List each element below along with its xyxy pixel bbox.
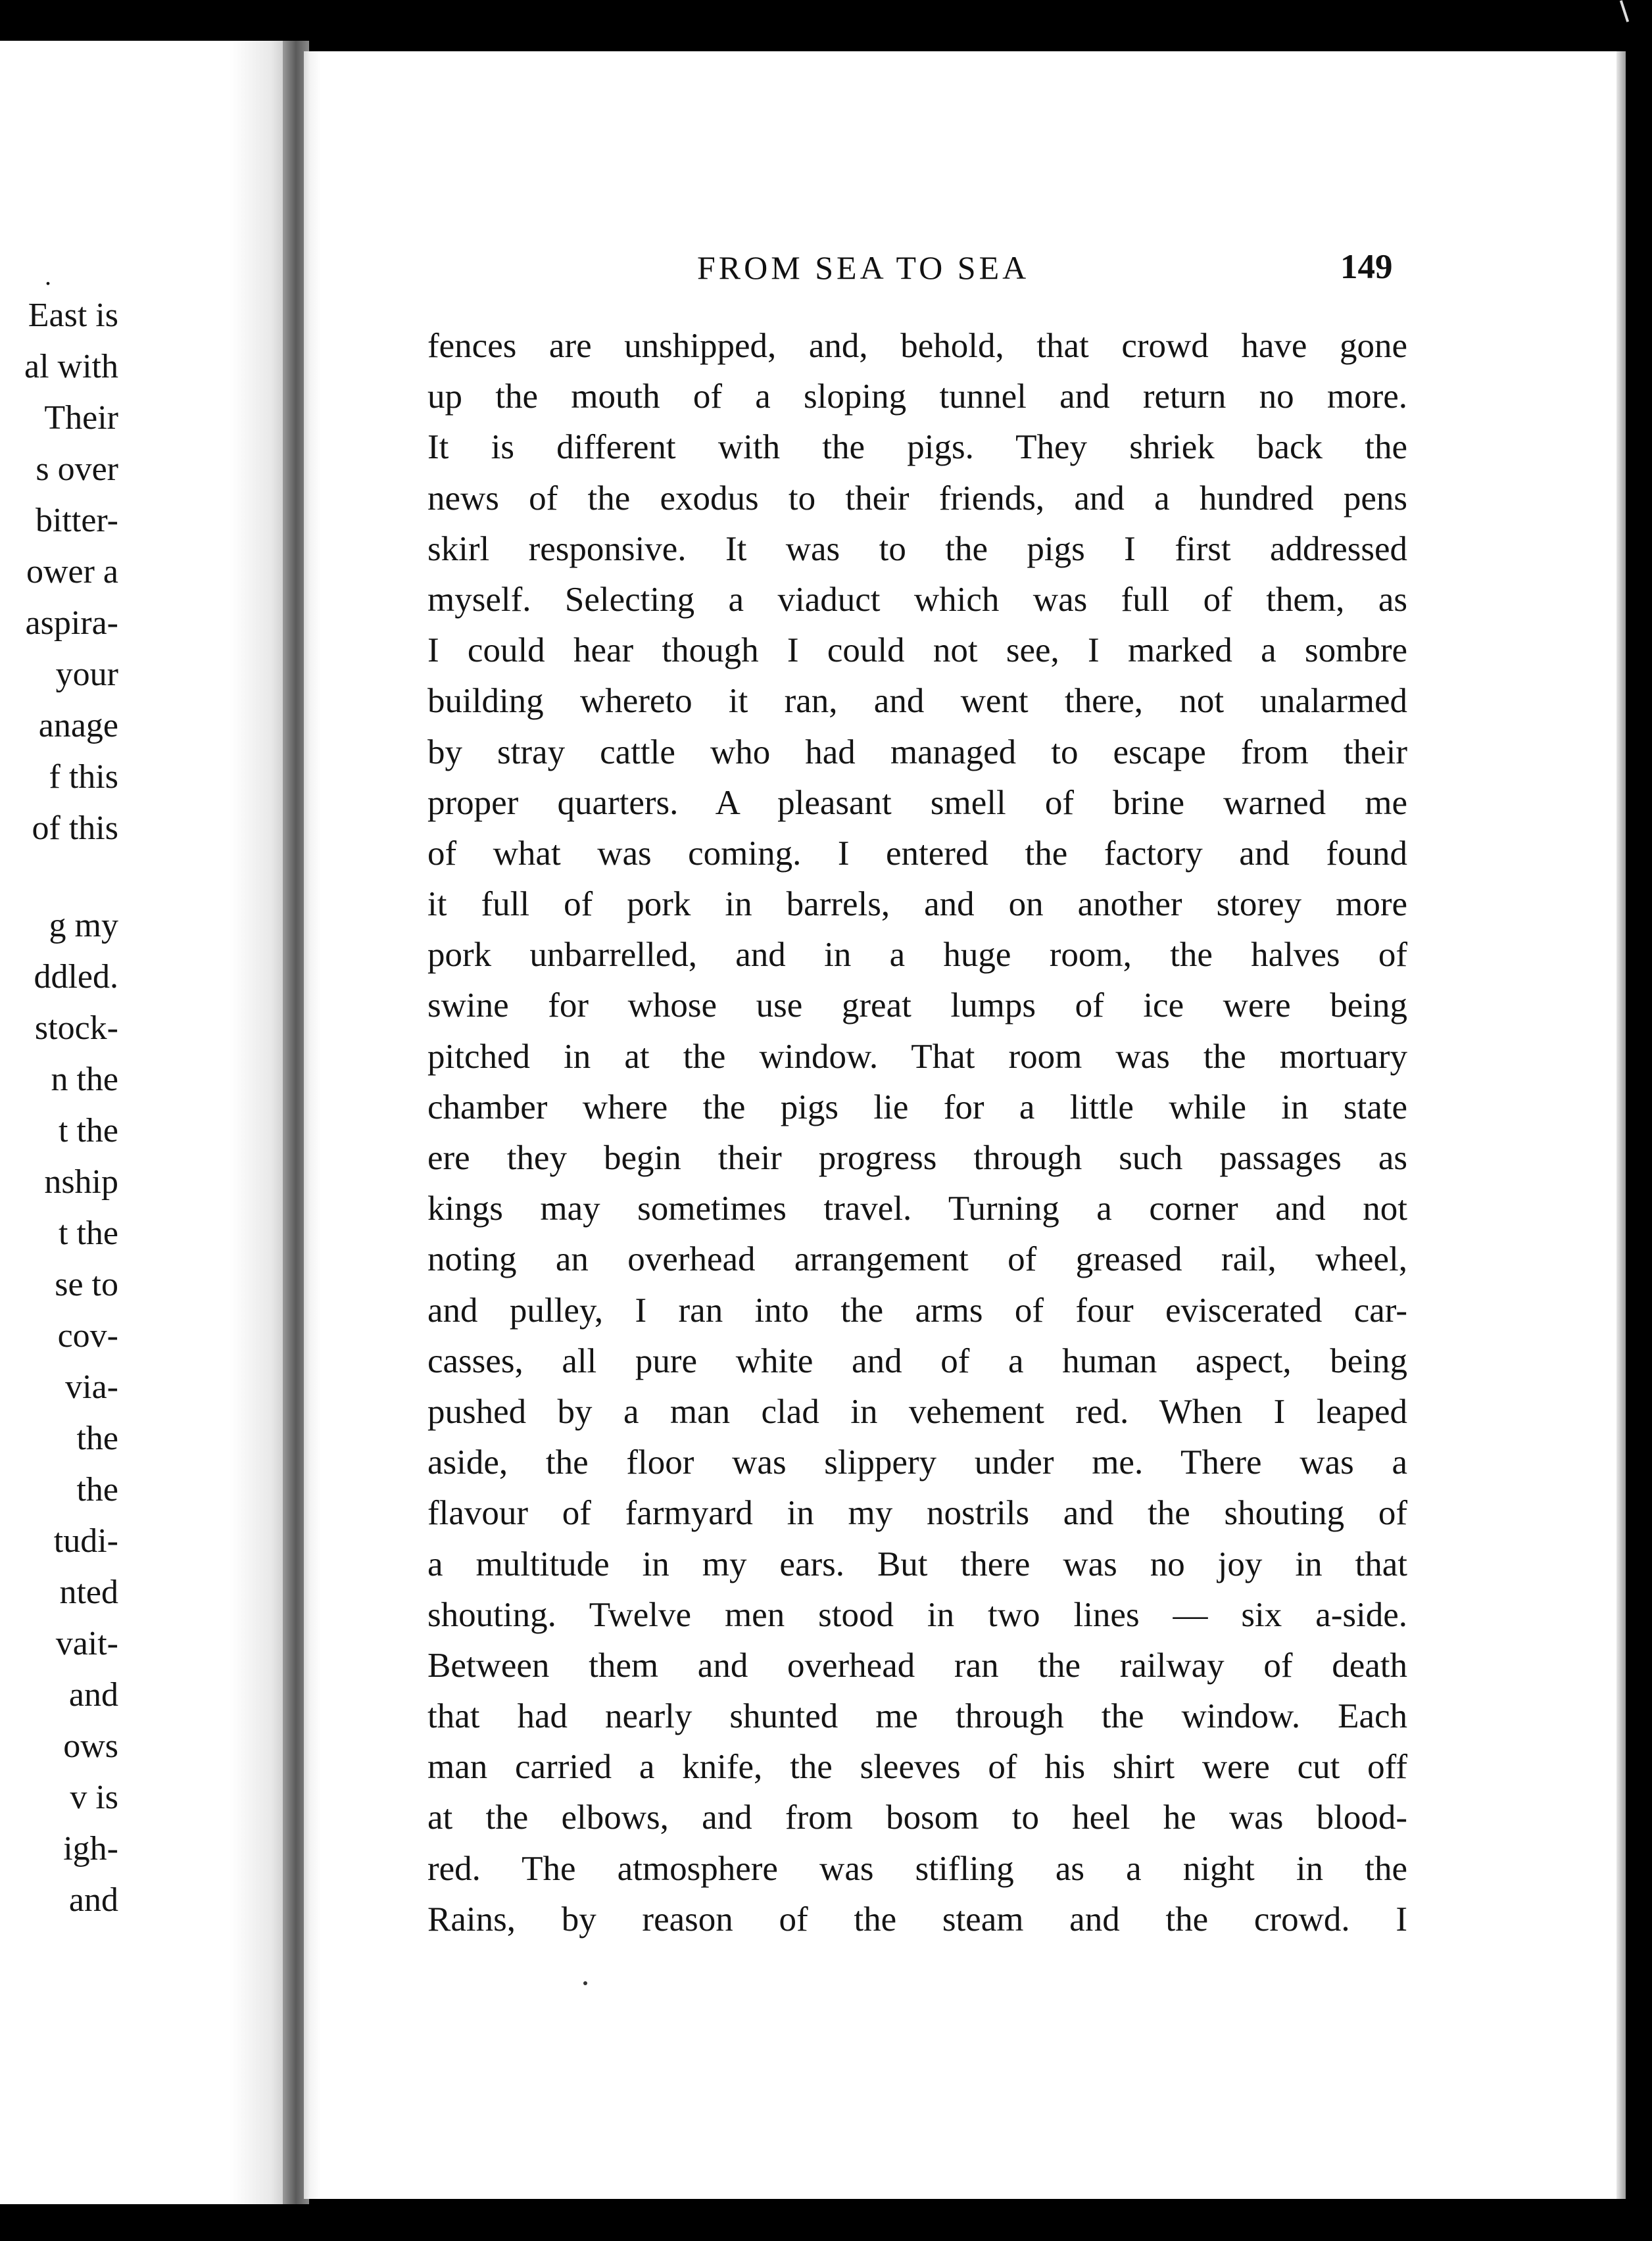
left-line: s over [36,450,118,488]
text-line: ere they begin their progress through such passages as [427,1139,1407,1177]
text-line: man carried a knife, the sleeves of his shirt were cut off [427,1748,1407,1787]
running-head: FROM SEA TO SEA [697,249,1030,286]
left-line: the [76,1420,118,1457]
text-line: Between them and overhead ran the railway of death [427,1646,1407,1685]
left-line: aspira- [25,604,118,642]
page-number: 149 [1340,248,1393,286]
text-line: kings may sometimes travel. Turning a corner and not [427,1190,1407,1228]
text-line: noting an overhead arrangement of greased rail, wheel, [427,1240,1407,1279]
text-line: Rains, by reason of the steam and the crowd. I [427,1900,1407,1939]
text-line: that had nearly shunted me through the window. Each [427,1697,1407,1736]
text-line: myself. Selecting a viaduct which was full of them, as [427,580,1407,619]
text-line: building whereto it ran, and went there, not unalarmed [427,682,1407,721]
left-line: tudi- [53,1522,118,1560]
left-line: East is [28,297,118,334]
text-line: aside, the floor was slippery under me. There was a [427,1443,1407,1482]
text-line: of what was coming. I entered the factory and found [427,834,1407,873]
text-line: by stray cattle who had managed to escape from their [427,733,1407,771]
text-line: pitched in at the window. That room was the mortuary [427,1037,1407,1076]
left-line: f this [49,758,118,796]
text-line: pushed by a man clad in vehement red. When I leaped [427,1392,1407,1431]
left-line: se to [55,1266,118,1303]
text-line: shouting. Twelve men stood in two lines — six a-side. [427,1595,1407,1634]
text-line: skirl responsive. It was to the pigs I first addressed [427,529,1407,568]
text-line: a multitude in my ears. But there was no joy in that [427,1545,1407,1583]
left-line: ddled. [34,958,118,996]
left-line: stock- [34,1009,118,1047]
left-line: anage [38,707,118,744]
right-page [304,51,1626,2199]
text-line: pork unbarrelled, and in a huge room, the halves of [427,936,1407,975]
left-line: . [45,261,51,291]
left-line: g my [49,907,118,944]
left-line: t the [59,1215,118,1252]
text-line: up the mouth of a sloping tunnel and return no more. [427,377,1407,416]
left-line: and [68,1881,118,1919]
body-text [427,321,1407,1945]
left-line: ows [63,1727,118,1765]
left-line: your [55,656,118,693]
left-line: nship [44,1163,118,1201]
text-line: and pulley, I ran into the arms of four eviscerated car- [427,1291,1407,1330]
page-edge [1616,51,1626,2199]
left-line: of this [32,809,118,847]
left-line: vait- [55,1625,118,1662]
text-line: proper quarters. A pleasant smell of brine warned me [427,783,1407,822]
text-line: red. The atmosphere was stifling as a night in the [427,1849,1407,1888]
left-line: al with [24,348,118,385]
left-line: via- [65,1368,118,1406]
left-line: cov- [57,1317,118,1355]
text-line: casses, all pure white and of a human aspect, being [427,1341,1407,1380]
text-line: news of the exodus to their friends, and a hundred pens [427,479,1407,518]
left-line: igh- [63,1830,118,1868]
text-line: fences are unshipped, and, behold, that crowd have gone [427,327,1407,365]
text-line: I could hear though I could not see, I marked a sombre [427,631,1407,670]
left-line: Their [44,399,118,437]
left-line: the [76,1471,118,1508]
scan-corner-mark [1620,0,1629,22]
left-line: and [68,1676,118,1714]
text-line: It is different with the pigs. They shriek back the [427,428,1407,467]
text-line: swine for whose use great lumps of ice were being [427,986,1407,1025]
text-line: it full of pork in barrels, and on another storey more [427,885,1407,924]
left-line: bitter- [35,502,118,539]
left-line: nted [59,1574,118,1611]
left-line: ower a [26,553,118,590]
left-page-fragment [0,41,295,2204]
text-line: at the elbows, and from bosom to heel he was blood- [427,1798,1407,1837]
text-line: chamber where the pigs lie for a little while in state [427,1088,1407,1126]
ink-speck [583,1981,587,1985]
text-line: flavour of farmyard in my nostrils and the shouting of [427,1494,1407,1533]
left-line: t the [59,1112,118,1149]
left-line: v is [70,1779,118,1816]
left-line: n the [51,1061,118,1098]
